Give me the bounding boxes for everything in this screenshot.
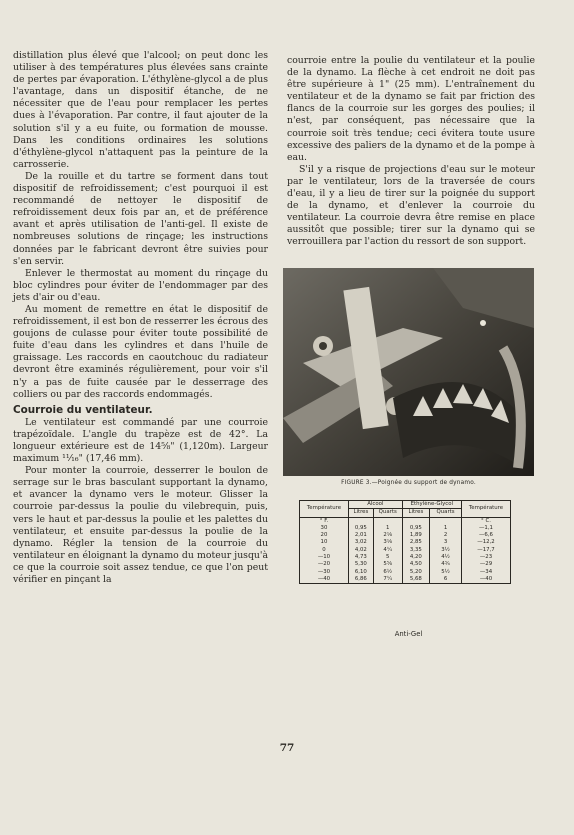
table-cell: —23 xyxy=(462,554,511,561)
table-cell: 5⅝ xyxy=(373,561,402,568)
table-cell: 5½ xyxy=(430,569,462,576)
table-cell: 4,73 xyxy=(348,554,373,561)
table-cell: —29 xyxy=(462,561,511,568)
table-cell: 1 xyxy=(373,525,402,532)
section-heading: Courroie du ventilateur. xyxy=(13,403,153,416)
table-row xyxy=(300,539,511,546)
paragraph: Pour monter la courroie, desserrer le boulon de serrage sur le bras basculant supportant la dynamo, et avancer la dynamo vers le moteur. Glisser la courroie par-dessus la poulie du vilebrequin, puis, vers le haut et par-dessus la poulie et les palettes du ventilateur, et ensuite par-dessus la poulie de la dynamo. Régler la tension de la courroie du ventilateur en éloignant la dynamo du moteur jusqu'à ce que la courroie soit assez tendue, ce que l'on peut vérifier en pinçant la xyxy=(13,465,268,586)
table-cell: 3,02 xyxy=(348,539,373,546)
table-cell: 5,20 xyxy=(402,569,429,576)
table-cell: 3 xyxy=(430,539,462,546)
table-cell xyxy=(402,517,429,525)
table-cell: 1 xyxy=(430,525,462,532)
table-cell: —40 xyxy=(462,576,511,584)
table-row xyxy=(300,525,511,532)
page-number: 77 xyxy=(279,742,295,754)
table-row xyxy=(300,561,511,568)
table-cell: —30 xyxy=(300,569,349,576)
table-cell: 4,20 xyxy=(402,554,429,561)
table-cell: 4,02 xyxy=(348,547,373,554)
table-cell: 3½ xyxy=(430,547,462,554)
table-cell: 20 xyxy=(300,532,349,539)
table-row xyxy=(300,547,511,554)
paragraph: De la rouille et du tartre se forment dans tout dispositif de refroidissement; c'est pourquoi il est recommandé de nettoyer le dispositif de refroidissement deux fois par an, et de préférence avant et après utilisation de l'anti-gel. Il existe de nombreuses solutions de rinçage; les instructions données par le fabricant devront être suivies pour s'en servir. xyxy=(13,170,268,267)
paragraph: S'il y a risque de projections d'eau sur le moteur par le ventilateur, lors de la traversée de cours d'eau, il y a lieu de tirer sur la poignée du support de la dynamo, et d'enlever la courroie du ventilateur. La courroie devra être remise en place aussitôt que possible; tirer sur la dynamo qui se verrouillera par l'action du ressort de son support. xyxy=(287,163,535,248)
antifreeze-table xyxy=(299,500,511,584)
paragraph: distillation plus élevé que l'alcool; on peut donc les utiliser à des températures plus élevées sans crainte de pertes par évaporation. L'éthylène-glycol a de plus l'avantage, dans un dispositif étanche, de ne nécessiter que de l'eau pour remplacer les pertes dues à l'évaporation. Par contre, il faut ajouter de la solution s'il y a eu fuite, ou formation de mousse. Dans les conditions ordinaires les solutions d'éthylène-glycol n'attaquent pas la peinture de la carrosserie. xyxy=(13,50,268,170)
table-cell: 0,95 xyxy=(402,525,429,532)
table-cell: 6 xyxy=(430,576,462,584)
figure-caption: FIGURE 3.—Poignée du support de dynamo. xyxy=(341,480,476,486)
table-cell: 6½ xyxy=(373,569,402,576)
column-header-temperature: Température xyxy=(300,501,349,518)
table-cell xyxy=(348,517,373,525)
table-cell: 5,68 xyxy=(402,576,429,584)
table-cell: —6,6 xyxy=(462,532,511,539)
table-row xyxy=(300,569,511,576)
table-cell: —10 xyxy=(300,554,349,561)
dynamo-support-photo xyxy=(283,268,534,476)
column-header-litres: Litres xyxy=(348,509,373,517)
paragraph: Le ventilateur est commandé par une courroie trapézoïdale. L'angle du trapèze est de 42°. La longueur extérieure est de 14⅝" (1,120m). Largeur maximum ¹¹⁄₁₆" (17,46 mm). xyxy=(13,416,268,465)
paragraph: courroie entre la poulie du ventilateur et la poulie de la dynamo. La flèche à cet endroit ne doit pas être supérieure à 1" (25 mm). L'entraînement du ventilateur et de la dynamo se fait par friction des flancs de la courroie sur les gorges des poulies; il n'est, par conséquent, pas nécessaire que la courroie soit très tendue; ceci évitera toute usure excessive des paliers de la dynamo et de la pompe à eau. xyxy=(287,55,535,163)
table-cell: 30 xyxy=(300,525,349,532)
table-cell: 3⅛ xyxy=(373,539,402,546)
table-cell: 2,01 xyxy=(348,532,373,539)
table-cell xyxy=(430,517,462,525)
right-column xyxy=(287,55,535,249)
table-cell: —20 xyxy=(300,561,349,568)
left-column xyxy=(13,50,268,586)
table-cell: —12,2 xyxy=(462,539,511,546)
table-cell: —40 xyxy=(300,576,349,584)
table-cell: 2⅛ xyxy=(373,532,402,539)
column-header-quarts: Quarts xyxy=(373,509,402,517)
column-header-alcool: Alcool xyxy=(348,501,402,509)
table-cell xyxy=(373,517,402,525)
table-cell: 4¾ xyxy=(430,561,462,568)
table-cell: 5 xyxy=(373,554,402,561)
table-cell: 0,95 xyxy=(348,525,373,532)
column-header-litres: Litres xyxy=(402,509,429,517)
table-cell: 6,10 xyxy=(348,569,373,576)
table-row xyxy=(300,576,511,584)
table-cell: 4½ xyxy=(430,554,462,561)
column-header-quarts: Quarts xyxy=(430,509,462,517)
table-cell: 3,35 xyxy=(402,547,429,554)
table-cell: ° F. xyxy=(300,517,349,525)
table-cell: ° C. xyxy=(462,517,511,525)
column-header-temperature: Température xyxy=(462,501,511,518)
table-cell: 2 xyxy=(430,532,462,539)
table-row xyxy=(300,554,511,561)
table-cell: 4,50 xyxy=(402,561,429,568)
unit-row xyxy=(300,517,511,525)
paragraph: Enlever le thermostat au moment du rinçage du bloc cylindres pour éviter de l'endommager par des jets d'air ou d'eau. xyxy=(13,267,268,303)
column-header-glycol: Ethylène-Glycol xyxy=(402,501,461,509)
paragraph: Au moment de remettre en état le dispositif de refroidissement, il est bon de resserrer les écrous des goujons de culasse pour éviter toute possibilité de fuite d'eau dans les cylindres et dans l'huile de graissage. Les raccords en caoutchouc du radiateur devront être examinés régulièrement, pour voir s'il n'y a pas de fuite causée par le desserrage des colliers ou par des raccords endommagés. xyxy=(13,303,268,400)
table-cell: —1,1 xyxy=(462,525,511,532)
table-cell: —34 xyxy=(462,569,511,576)
table-cell: 2,85 xyxy=(402,539,429,546)
table-note: Anti-Gel xyxy=(394,630,423,638)
table-cell: 6,86 xyxy=(348,576,373,584)
table-cell: 10 xyxy=(300,539,349,546)
table-cell: 5,30 xyxy=(348,561,373,568)
table-cell: 7¼ xyxy=(373,576,402,584)
table-cell: 0 xyxy=(300,547,349,554)
table-row xyxy=(300,532,511,539)
table-cell: 4¼ xyxy=(373,547,402,554)
table-cell: 1,89 xyxy=(402,532,429,539)
table-cell: —17,7 xyxy=(462,547,511,554)
